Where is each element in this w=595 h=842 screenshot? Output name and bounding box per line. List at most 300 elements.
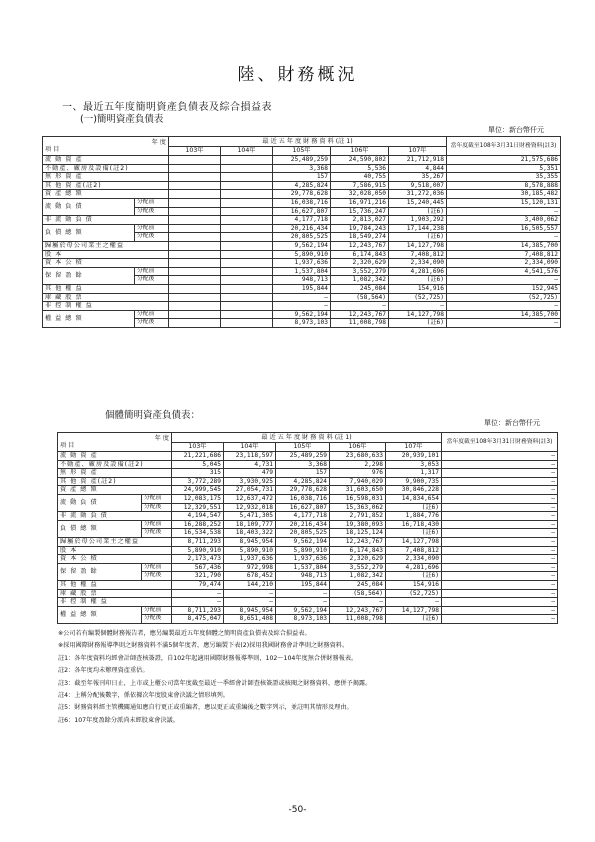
table-cell: 16,971,216	[331, 198, 389, 207]
table-cell: 17,144,238	[389, 224, 447, 233]
table-cell: —	[386, 598, 442, 607]
header-year: 104年	[221, 146, 273, 156]
table-cell	[169, 224, 221, 233]
row-sublabel: 分配後	[142, 572, 172, 581]
row-label: 歸屬於母公司業主之權益	[43, 241, 169, 250]
table-cell: 2,334,090	[386, 555, 442, 564]
header-year: 103年	[172, 442, 224, 452]
table-cell: 4,177,718	[276, 512, 330, 521]
table-cell: 25,489,259	[273, 156, 331, 165]
footnote-line: 註2：各年度均未辦理資產重估。	[58, 667, 149, 675]
table-cell: 12,243,767	[330, 537, 386, 546]
table-cell: 315	[172, 469, 224, 478]
page-number: -50-	[288, 805, 307, 815]
table-cell: 20,939,101	[386, 452, 442, 461]
table-cell: (註6)	[386, 529, 442, 538]
unit-label-1: 單位：新台幣仟元	[488, 126, 544, 134]
footnote-line: 註4：上稱分配後數字，係依據次年度股東會決議之情形填列。	[58, 692, 229, 700]
table-cell: 3,368	[273, 164, 331, 173]
table-cell: 1,082,342	[331, 276, 389, 285]
header-extra-col: 當年度截至108年3月31日財務資料(註3)	[442, 433, 558, 452]
table-row	[43, 302, 561, 311]
table-cell: —	[442, 512, 558, 521]
table-cell: —	[276, 598, 330, 607]
table-cell: 948,713	[276, 572, 330, 581]
table-cell: 321,790	[172, 572, 224, 581]
footnote-line: ※採用國際財務報導準則之財務資料不滿5個年度者，應另編製下表(2)採用我國財務會計準則之財務資料。	[58, 642, 349, 650]
footnote-line: 註1：各年度資料均經會計師查核簽證，自102年起適用國際財務報導準則，102～104年度無合併財務報表。	[58, 654, 358, 662]
header-year: 103年	[169, 146, 221, 156]
table-cell	[221, 207, 273, 216]
table-cell: 12,932,018	[224, 503, 276, 512]
table-cell: 79,474	[172, 580, 224, 589]
table-cell: —	[442, 486, 558, 495]
table-cell: 16,598,031	[330, 494, 386, 503]
table-row	[58, 460, 558, 469]
row-label: 資 本 公 積	[58, 555, 172, 564]
table-cell: 5,890,910	[276, 546, 330, 555]
table-row	[58, 469, 558, 478]
table-cell	[221, 164, 273, 173]
table-row	[58, 563, 558, 572]
table-cell: (58,564)	[330, 589, 386, 598]
table-cell: 16,534,538	[172, 529, 224, 538]
table-cell: 5,890,910	[273, 250, 331, 259]
table-cell: 5,890,910	[224, 546, 276, 555]
table-row	[58, 486, 558, 495]
table-cell: (註6)	[386, 572, 442, 581]
table-cell: 14,834,654	[386, 494, 442, 503]
header-group-label: 最 近 五 年 度 財 務 資 料 (註 1)	[172, 433, 442, 443]
table-cell: —	[442, 555, 558, 564]
table-row	[58, 580, 558, 589]
individual-balance-sheet-table	[57, 432, 558, 624]
table-cell	[169, 310, 221, 319]
row-label: 非 控 制 權 益	[58, 598, 172, 607]
table-cell: 7,940,029	[330, 477, 386, 486]
table-cell: 479	[224, 469, 276, 478]
table-row	[43, 156, 561, 165]
table-cell: —	[442, 460, 558, 469]
table-cell: 5,471,305	[224, 512, 276, 521]
table-cell: (52,725)	[447, 293, 561, 302]
table-cell: 7,408,812	[447, 250, 561, 259]
table-cell: 1,937,636	[224, 555, 276, 564]
table-cell: 4,285,824	[273, 181, 331, 190]
table-row	[58, 477, 558, 486]
table-cell: 8,973,103	[276, 615, 330, 624]
table-cell: (52,725)	[389, 293, 447, 302]
table-cell: —	[447, 302, 561, 311]
header-year: 106年	[331, 146, 389, 156]
row-label: 非 流 動 負 債	[58, 512, 172, 521]
table-cell: (註6)	[386, 503, 442, 512]
row-label: 資 本 公 積	[43, 259, 169, 268]
table-cell: —	[442, 452, 558, 461]
table-cell: 8,475,047	[172, 615, 224, 624]
table-cell: —	[273, 293, 331, 302]
table-cell	[169, 216, 221, 225]
table-cell: 16,627,807	[276, 503, 330, 512]
table-cell: 8,651,408	[224, 615, 276, 624]
table-cell: 25,489,259	[276, 452, 330, 461]
table-cell: 5,536	[331, 164, 389, 173]
table-cell: 4,194,547	[172, 512, 224, 521]
table-row	[43, 284, 561, 293]
table-cell	[221, 284, 273, 293]
row-sublabel: 分配後	[135, 207, 169, 216]
table-cell: 21,712,918	[389, 156, 447, 165]
table-cell: 40,755	[331, 173, 389, 182]
row-label: 無 形 資 產	[43, 173, 169, 182]
table-row	[43, 173, 561, 182]
table-cell: 3,772,289	[172, 477, 224, 486]
row-label: 保 留 盈 餘	[43, 267, 135, 284]
table-cell: —	[442, 572, 558, 581]
table-cell: —	[442, 494, 558, 503]
table-cell: 152,945	[447, 284, 561, 293]
row-label: 庫 藏 股 票	[58, 589, 172, 598]
row-label: 無 形 資 產	[58, 469, 172, 478]
footnote-line: 註5：財務資料經主管機關通知應自行更正或重編者，應以更正或重編後之數字列示，並註明其情形及理由。	[58, 704, 353, 712]
header-item-label: 項 目	[45, 146, 60, 153]
table-cell: 18,403,322	[224, 529, 276, 538]
row-label: 資 產 總 額	[58, 486, 172, 495]
row-sublabel: 分配後	[142, 503, 172, 512]
table-cell: 14,385,700	[447, 241, 561, 250]
table-row	[58, 589, 558, 598]
row-sublabel: 分配前	[135, 198, 169, 207]
footnotes	[58, 628, 558, 727]
table-cell: 7,408,812	[389, 250, 447, 259]
row-label: 非 流 動 負 債	[43, 216, 169, 225]
table-cell	[221, 241, 273, 250]
table-cell	[221, 267, 273, 276]
table-cell: 35,267	[389, 173, 447, 182]
row-label: 其 他 資 產(註2)	[43, 181, 169, 190]
table-cell: —	[442, 529, 558, 538]
table-cell	[169, 181, 221, 190]
table-row	[43, 241, 561, 250]
table-cell: 195,844	[276, 580, 330, 589]
table-cell: —	[276, 589, 330, 598]
table-cell	[221, 181, 273, 190]
table-cell: —	[442, 598, 558, 607]
table-cell: 2,173,473	[172, 555, 224, 564]
table-cell: 3,552,279	[331, 267, 389, 276]
table-cell: 7,408,812	[386, 546, 442, 555]
table-row	[58, 537, 558, 546]
table-cell: 29,778,628	[273, 190, 331, 199]
table-cell: 20,805,525	[276, 529, 330, 538]
table-cell: 1,937,636	[273, 259, 331, 268]
table-cell	[169, 173, 221, 182]
table-cell	[221, 319, 273, 328]
row-sublabel: 分配前	[135, 310, 169, 319]
table-cell: 195,844	[273, 284, 331, 293]
table-cell: (註6)	[386, 615, 442, 624]
table-cell: 976	[330, 469, 386, 478]
table-row	[43, 250, 561, 259]
table-row	[58, 555, 558, 564]
table-cell: 9,900,735	[386, 477, 442, 486]
table-cell: 245,084	[331, 284, 389, 293]
table-row	[43, 216, 561, 225]
table-cell: 18,549,274	[331, 233, 389, 242]
table-cell: (註6)	[389, 207, 447, 216]
table-cell: 20,216,434	[273, 224, 331, 233]
table-row	[43, 267, 561, 276]
section-title: 一、最近五年度簡明資產負債表及綜合損益表	[62, 102, 272, 113]
header-year: 107年	[386, 442, 442, 452]
table-cell: 678,452	[224, 572, 276, 581]
table-cell	[169, 198, 221, 207]
row-label: 歸屬於母公司業主之權益	[58, 537, 172, 546]
table-cell: 6,174,843	[331, 250, 389, 259]
table-cell: 12,083,175	[172, 494, 224, 503]
row-label: 資 產 總 額	[43, 190, 169, 199]
table-cell: 15,736,247	[331, 207, 389, 216]
row-sublabel: 分配後	[142, 615, 172, 624]
table-cell: (註6)	[389, 319, 447, 328]
row-sublabel: 分配前	[142, 494, 172, 503]
table-row	[43, 198, 561, 207]
table-cell	[169, 250, 221, 259]
table-cell: 12,243,767	[331, 310, 389, 319]
table-cell	[221, 156, 273, 165]
unit-label-2: 單位：新台幣仟元	[484, 419, 540, 427]
table-cell: 15,363,062	[330, 503, 386, 512]
table-cell: 8,973,103	[273, 319, 331, 328]
row-sublabel: 分配後	[135, 233, 169, 242]
subsection2-title: 個體簡明資產負債表：	[105, 410, 201, 421]
table-row	[43, 224, 561, 233]
table-cell: 3,400,062	[447, 216, 561, 225]
header-year-label: 年 度	[154, 434, 169, 442]
table-cell	[221, 310, 273, 319]
table-cell: 31,603,650	[330, 486, 386, 495]
table-cell: 8,578,888	[447, 181, 561, 190]
table-cell: 1,884,776	[386, 512, 442, 521]
table-cell: 154,916	[389, 284, 447, 293]
table-cell: 1,082,342	[330, 572, 386, 581]
table-cell: —	[442, 606, 558, 615]
table-row	[58, 520, 558, 529]
table-cell: 11,008,798	[331, 319, 389, 328]
table-cell: 144,210	[224, 580, 276, 589]
row-sublabel: 分配前	[135, 267, 169, 276]
header-extra-col: 當年度截至108年3月31日財務資料(註3)	[447, 137, 561, 156]
table-cell	[221, 224, 273, 233]
table-cell: —	[442, 546, 558, 555]
table-cell: 4,541,576	[447, 267, 561, 276]
table-cell	[169, 293, 221, 302]
row-label: 流 動 資 產	[58, 452, 172, 461]
table-row	[43, 190, 561, 199]
header-year-label: 年 度	[151, 138, 166, 146]
table-cell: 5,045	[172, 460, 224, 469]
row-label: 負 債 總 額	[43, 224, 135, 241]
chapter-title: 陸、財務概況	[237, 65, 358, 85]
table-cell: 12,243,767	[330, 606, 386, 615]
table-cell: 14,385,700	[447, 310, 561, 319]
table-cell: 2,298	[330, 460, 386, 469]
table-cell: 27,054,731	[224, 486, 276, 495]
table-cell	[169, 259, 221, 268]
table-cell	[169, 276, 221, 285]
table-cell: —	[447, 207, 561, 216]
row-label: 流 動 負 債	[43, 198, 135, 215]
table-cell: —	[442, 477, 558, 486]
row-label: 流 動 資 產	[43, 156, 169, 165]
row-sublabel: 分配前	[135, 224, 169, 233]
header-item-label: 項 目	[60, 442, 75, 449]
table-cell: 4,285,824	[276, 477, 330, 486]
header-year: 107年	[389, 146, 447, 156]
table-cell: —	[330, 598, 386, 607]
table-cell: 16,627,807	[273, 207, 331, 216]
row-label: 權 益 總 額	[58, 606, 142, 623]
table-cell	[221, 190, 273, 199]
table-cell: 14,127,798	[389, 241, 447, 250]
table-cell: 3,930,925	[224, 477, 276, 486]
table-cell: 5,351	[447, 164, 561, 173]
table-cell: 6,174,843	[330, 546, 386, 555]
consolidated-balance-sheet-table	[42, 136, 561, 328]
table-cell: —	[442, 589, 558, 598]
footnote-line: 註6：107年度盈餘分派尚未經股東會決議。	[58, 716, 179, 724]
table-cell: 4,844	[389, 164, 447, 173]
row-label: 不動產、廠房及設備(註2)	[43, 164, 169, 173]
table-cell: —	[442, 615, 558, 624]
table-cell: —	[442, 503, 558, 512]
table-cell: 24,999,545	[172, 486, 224, 495]
table-cell: (58,564)	[331, 293, 389, 302]
table-cell: 2,334,090	[389, 259, 447, 268]
row-label: 保 留 盈 餘	[58, 563, 142, 580]
table-cell: 9,562,194	[273, 241, 331, 250]
table-cell: 8,711,293	[172, 537, 224, 546]
row-sublabel: 分配前	[142, 563, 172, 572]
table-cell: (註6)	[389, 276, 447, 285]
table-cell: 245,084	[330, 580, 386, 589]
table-cell: 8,945,954	[224, 537, 276, 546]
footnote-line: 註3：截至年報刊印日止，上市或上櫃公司當年度截至最近一季經會計師查核簽證或核閱之財務資料，應併予揭露。	[58, 679, 372, 687]
table-cell: 12,329,551	[172, 503, 224, 512]
table-row	[43, 259, 561, 268]
table-cell: —	[442, 580, 558, 589]
table-cell	[221, 293, 273, 302]
table-cell: —	[172, 589, 224, 598]
table-cell	[169, 233, 221, 242]
table-cell: —	[442, 520, 558, 529]
table-cell: 3,053	[386, 460, 442, 469]
table-cell: 1,537,804	[276, 563, 330, 572]
row-label: 其 他 權 益	[58, 580, 172, 589]
table-cell: —	[172, 598, 224, 607]
row-label: 股 本	[43, 250, 169, 259]
table-cell: 157	[276, 469, 330, 478]
table-cell: 16,505,557	[447, 224, 561, 233]
row-label: 其 他 權 益	[43, 284, 169, 293]
row-label: 其 他 資 產(註2)	[58, 477, 172, 486]
table-cell: 32,028,050	[331, 190, 389, 199]
table-cell: 23,680,633	[330, 452, 386, 461]
header-group-label: 最 近 五 年 度 財 務 資 料 (註 1)	[169, 137, 447, 147]
table-cell: 1,903,292	[389, 216, 447, 225]
table-cell: 154,916	[386, 580, 442, 589]
table-cell: 29,778,628	[276, 486, 330, 495]
table-cell: 4,177,718	[273, 216, 331, 225]
table-cell: 16,038,716	[273, 198, 331, 207]
table-cell: 35,355	[447, 173, 561, 182]
table-cell: 30,846,228	[386, 486, 442, 495]
header-year: 105年	[273, 146, 331, 156]
table-cell: 4,281,696	[386, 563, 442, 572]
table-cell: 2,320,629	[330, 555, 386, 564]
table-row	[58, 452, 558, 461]
table-cell: —	[447, 233, 561, 242]
row-sublabel: 分配後	[142, 529, 172, 538]
row-label: 非 控 制 權 益	[43, 302, 169, 311]
row-label: 流 動 負 債	[58, 494, 142, 511]
row-label: 權 益 總 額	[43, 310, 135, 327]
row-label: 不動產、廠房及設備(註2)	[58, 460, 172, 469]
table-cell: —	[442, 469, 558, 478]
table-cell	[169, 267, 221, 276]
table-cell: 14,127,798	[386, 606, 442, 615]
table-cell: 2,791,852	[330, 512, 386, 521]
table-cell: 8,711,293	[172, 606, 224, 615]
table-cell: 9,562,194	[276, 606, 330, 615]
table-row	[58, 512, 558, 521]
table-cell: 9,562,194	[273, 310, 331, 319]
row-label: 負 債 總 額	[58, 520, 142, 537]
table-cell: 19,784,243	[331, 224, 389, 233]
table-cell: 157	[273, 173, 331, 182]
table-cell	[221, 233, 273, 242]
table-cell	[169, 207, 221, 216]
table-row	[58, 598, 558, 607]
table-cell: —	[389, 302, 447, 311]
table-cell: 1,937,636	[276, 555, 330, 564]
table-cell: 14,127,798	[386, 537, 442, 546]
table-cell: 5,890,910	[172, 546, 224, 555]
table-cell: 11,008,798	[330, 615, 386, 624]
table-cell	[221, 198, 273, 207]
table-cell	[169, 302, 221, 311]
table-row	[43, 181, 561, 190]
row-label: 庫 藏 股 票	[43, 293, 169, 302]
table-cell: 9,518,007	[389, 181, 447, 190]
table-cell: (52,725)	[386, 589, 442, 598]
table-row	[58, 494, 558, 503]
table-cell: —	[442, 537, 558, 546]
table-cell: 16,038,716	[276, 494, 330, 503]
table-cell: 8,945,954	[224, 606, 276, 615]
table-cell	[221, 173, 273, 182]
table-cell: 23,118,597	[224, 452, 276, 461]
table-cell	[169, 156, 221, 165]
table-cell: 21,221,686	[172, 452, 224, 461]
table-cell	[169, 190, 221, 199]
row-label: 股 本	[58, 546, 172, 555]
table-cell: 1,537,804	[273, 267, 331, 276]
table-row	[43, 310, 561, 319]
table-cell: 4,731	[224, 460, 276, 469]
row-sublabel: 分配前	[142, 606, 172, 615]
row-sublabel: 分配前	[142, 520, 172, 529]
